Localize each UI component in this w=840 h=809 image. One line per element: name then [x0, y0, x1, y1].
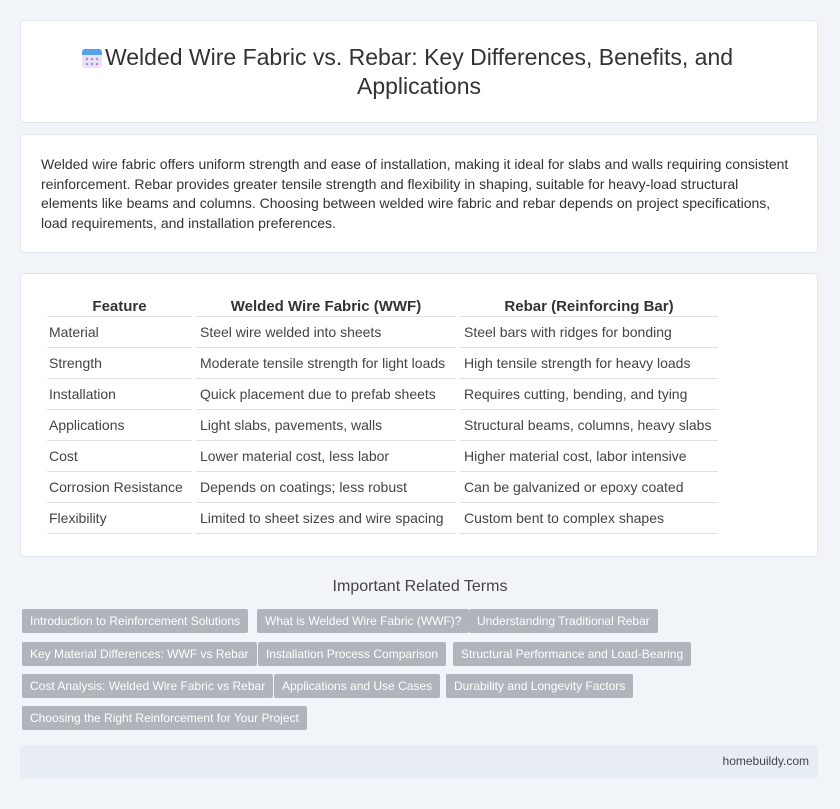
page-title-line-1: Welded Wire Fabric vs. Rebar: Key Differences, Benefits, and	[104, 44, 734, 70]
intro-text: Welded wire fabric offers uniform strength and ease of installation, making it ideal for slabs and walls requiring consistent reinforcement. Rebar provides greater tensile strength and flexibility in shaping, suitable for heavy-load structural elements like beams and columns. Choosing between welded wire fabric and rebar depends on project specifications, load requirements, and installation preferences.	[41, 156, 789, 231]
table-cell: Installation	[47, 379, 192, 410]
column-header-wwf: Welded Wire Fabric (WWF)	[196, 296, 456, 317]
related-term-tag[interactable]: Introduction to Reinforcement Solutions	[22, 609, 248, 633]
table-cell: Can be galvanized or epoxy coated	[460, 472, 718, 503]
intro-card	[20, 134, 818, 253]
table-cell: Light slabs, pavements, walls	[196, 410, 456, 441]
header-card	[20, 20, 818, 123]
footer	[20, 745, 818, 778]
related-term-tag[interactable]: What is Welded Wire Fabric (WWF)?	[257, 609, 469, 633]
column-header-rebar: Rebar (Reinforcing Bar)	[460, 296, 718, 317]
table-cell: Custom bent to complex shapes	[460, 503, 718, 534]
table-cell: Lower material cost, less labor	[196, 441, 456, 472]
comparison-card	[20, 273, 818, 557]
table-row	[47, 410, 718, 441]
table-row	[47, 503, 718, 534]
comparison-table	[43, 296, 722, 534]
table-row	[47, 317, 718, 348]
related-term-tag[interactable]: Cost Analysis: Welded Wire Fabric vs Rebar	[22, 674, 273, 698]
table-cell: Cost	[47, 441, 192, 472]
related-terms-title: Important Related Terms	[332, 578, 508, 595]
table-cell: Quick placement due to prefab sheets	[196, 379, 456, 410]
page-title-line-2: Applications	[356, 73, 482, 99]
table-cell: Steel bars with ridges for bonding	[460, 317, 718, 348]
table-cell: High tensile strength for heavy loads	[460, 348, 718, 379]
table-cell: Moderate tensile strength for light loads	[196, 348, 456, 379]
table-row	[47, 441, 718, 472]
table-cell: Higher material cost, labor intensive	[460, 441, 718, 472]
table-cell: Requires cutting, bending, and tying	[460, 379, 718, 410]
table-cell: Flexibility	[47, 503, 192, 534]
footer-site-name: homebuildy.com	[722, 754, 809, 768]
related-term-tag[interactable]: Structural Performance and Load-Bearing	[453, 642, 691, 666]
page-title	[21, 43, 817, 101]
related-term-tag[interactable]: Applications and Use Cases	[274, 674, 440, 698]
related-term-tag[interactable]: Understanding Traditional Rebar	[469, 609, 658, 633]
related-term-tag[interactable]: Durability and Longevity Factors	[446, 674, 633, 698]
table-cell: Limited to sheet sizes and wire spacing	[196, 503, 456, 534]
table-row	[47, 379, 718, 410]
related-term-tag[interactable]: Choosing the Right Reinforcement for Your Project	[22, 706, 307, 730]
related-term-tag[interactable]: Key Material Differences: WWF vs Rebar	[22, 642, 257, 666]
table-cell: Material	[47, 317, 192, 348]
table-cell: Strength	[47, 348, 192, 379]
table-cell: Applications	[47, 410, 192, 441]
table-header-row	[47, 296, 718, 317]
table-row	[47, 348, 718, 379]
table-cell: Corrosion Resistance	[47, 472, 192, 503]
table-row	[47, 472, 718, 503]
column-header-feature: Feature	[47, 296, 192, 317]
table-cell: Structural beams, columns, heavy slabs	[460, 410, 718, 441]
related-term-tag[interactable]: Installation Process Comparison	[258, 642, 446, 666]
table-cell: Depends on coatings; less robust	[196, 472, 456, 503]
table-cell: Steel wire welded into sheets	[196, 317, 456, 348]
